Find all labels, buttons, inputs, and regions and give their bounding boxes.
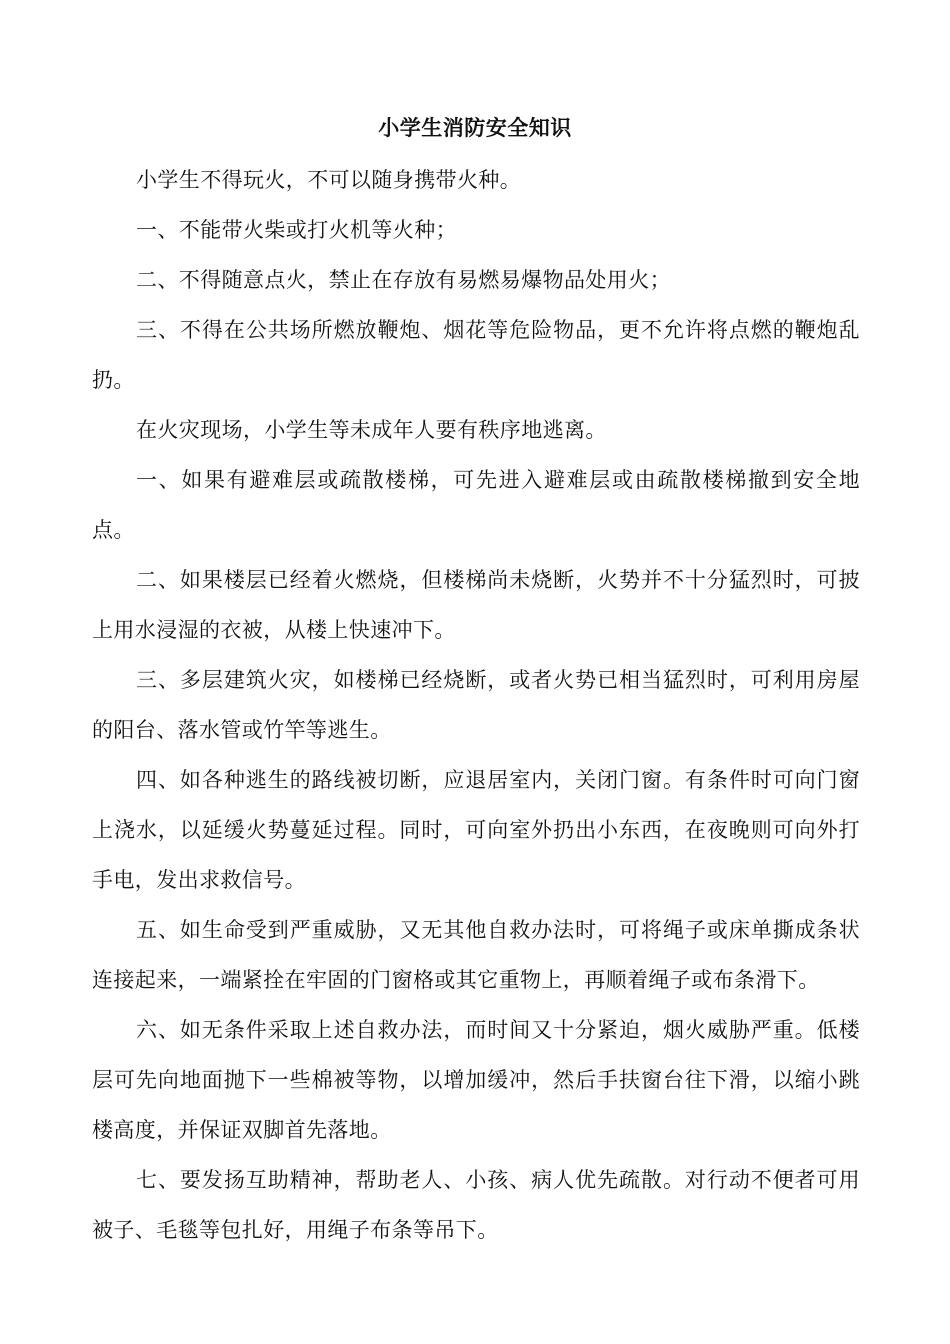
paragraph: 三、不得在公共场所燃放鞭炮、烟花等危险物品，更不允许将点燃的鞭炮乱扔。 <box>92 318 860 392</box>
paragraph: 三、多层建筑火灾，如楼梯已经烧断，或者火势已相当猛烈时，可利用房屋的阳台、落水管或竹竿等逃生。 <box>92 668 860 742</box>
paragraph: 在火灾现场，小学生等未成年人要有秩序地逃离。 <box>136 418 607 442</box>
paragraph: 一、如果有避难层或疏散楼梯，可先进入避难层或由疏散楼梯撤到安全地点。 <box>92 468 860 542</box>
paragraph: 六、如无条件采取上述自救办法，而时间又十分紧迫，烟火威胁严重。低楼层可先向地面抛下一些棉被等物，以增加缓冲，然后手扶窗台往下滑，以缩小跳楼高度，并保证双脚首先落地。 <box>92 1018 860 1142</box>
paragraph: 二、不得随意点火，禁止在存放有易燃易爆物品处用火； <box>136 268 671 292</box>
paragraph: 七、要发扬互助精神，帮助老人、小孩、病人优先疏散。对行动不便者可用被子、毛毯等包扎好，用绳子布条等吊下。 <box>92 1168 860 1242</box>
paragraph: 小学生不得玩火，不可以随身携带火种。 <box>136 168 522 192</box>
document-title: 小学生消防安全知识 <box>378 115 572 140</box>
paragraph: 五、如生命受到严重威胁，又无其他自救办法时，可将绳子或床单撕成条状连接起来，一端紧拴在牢固的门窗格或其它重物上，再顺着绳子或布条滑下。 <box>92 918 860 992</box>
paragraph: 四、如各种逃生的路线被切断，应退居室内，关闭门窗。有条件时可向门窗上浇水，以延缓火势蔓延过程。同时，可向室外扔出小东西，在夜晚则可向外打手电，发出求救信号。 <box>92 768 860 892</box>
paragraph: 二、如果楼层已经着火燃烧，但楼梯尚未烧断，火势并不十分猛烈时，可披上用水浸湿的衣被，从楼上快速冲下。 <box>92 568 860 642</box>
paragraph: 一、不能带火柴或打火机等火种； <box>136 218 457 242</box>
document-body <box>92 155 860 1255</box>
